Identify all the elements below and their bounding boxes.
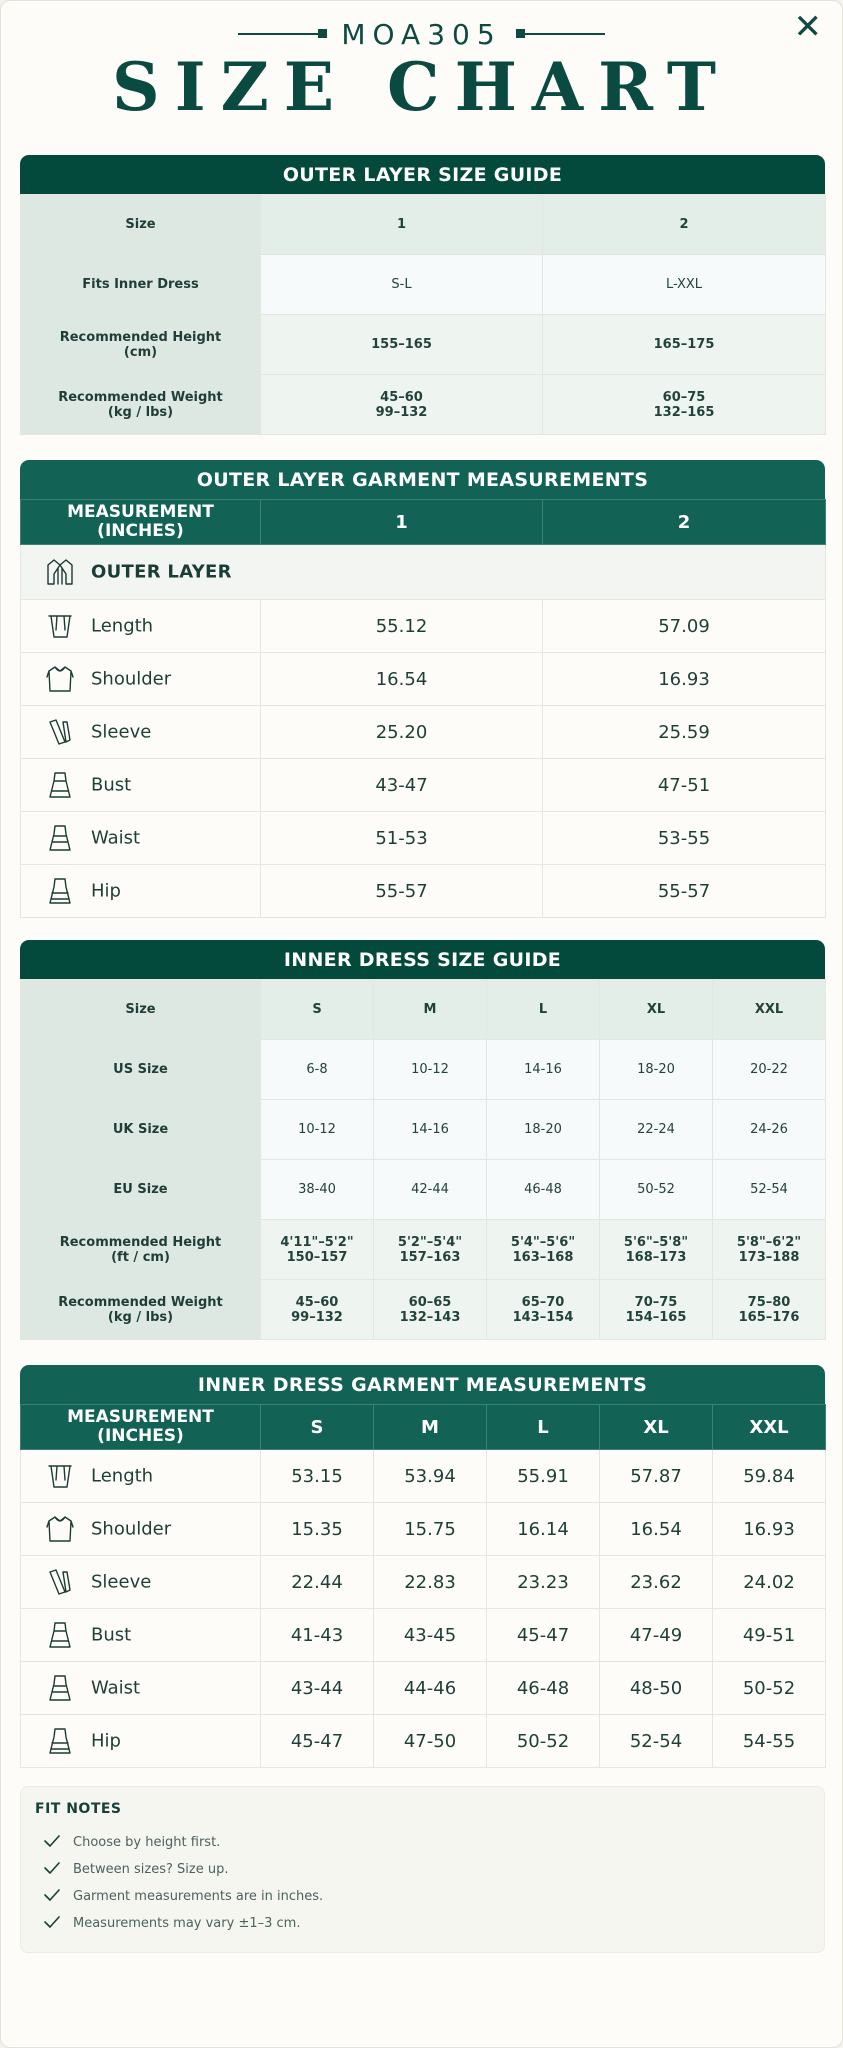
measurement-label: Length	[91, 1465, 154, 1487]
length-icon	[45, 1460, 75, 1492]
fit-note-item	[35, 1856, 810, 1883]
waist-icon	[45, 1672, 75, 1704]
table-row	[21, 706, 826, 759]
measurement-value: 53-55	[543, 812, 826, 865]
measurement-value: 46-48	[487, 1662, 600, 1715]
outer-size-guide	[20, 155, 825, 435]
table-cell: XL	[600, 980, 713, 1040]
column-header-size: S	[261, 1405, 374, 1450]
table-cell: 65–70 143–154	[487, 1280, 600, 1340]
check-icon	[35, 1889, 73, 1905]
shoulder-icon	[45, 663, 75, 695]
table-row	[21, 1160, 826, 1220]
table-cell: 14-16	[487, 1040, 600, 1100]
row-label: Recommended Height (ft / cm)	[21, 1220, 261, 1280]
measurement-name	[21, 653, 261, 706]
table-cell: 75–80 165–176	[713, 1280, 826, 1340]
measurement-name	[21, 1503, 261, 1556]
column-header-size: XL	[600, 1405, 713, 1450]
measurement-value: 55.91	[487, 1450, 600, 1503]
measurement-name	[21, 600, 261, 653]
measurement-name	[21, 1715, 261, 1768]
fit-notes	[20, 1786, 825, 1953]
table-cell: 20-22	[713, 1040, 826, 1100]
table-cell: 60–65 132–143	[374, 1280, 487, 1340]
measurement-name	[21, 865, 261, 918]
row-label: US Size	[21, 1040, 261, 1100]
table-cell: 22-24	[600, 1100, 713, 1160]
measurement-value: 54-55	[713, 1715, 826, 1768]
hip-icon	[45, 875, 75, 907]
measurement-value: 15.75	[374, 1503, 487, 1556]
table-row	[21, 1280, 826, 1340]
row-label: EU Size	[21, 1160, 261, 1220]
jacket-icon	[45, 556, 75, 588]
measurement-value: 52-54	[600, 1715, 713, 1768]
table-row	[21, 600, 826, 653]
table-row	[21, 375, 826, 435]
measurement-value: 49-51	[713, 1609, 826, 1662]
table-cell: 18-20	[600, 1040, 713, 1100]
length-icon	[45, 610, 75, 642]
row-label: Recommended Weight (kg / lbs)	[21, 375, 261, 435]
measurement-value: 57.09	[543, 600, 826, 653]
inner-size-guide-table	[20, 979, 826, 1340]
column-header-size: M	[374, 1405, 487, 1450]
measurement-value: 47-49	[600, 1609, 713, 1662]
measurement-label: Sleeve	[91, 721, 152, 743]
table-cell: XXL	[713, 980, 826, 1040]
subheader-row	[21, 545, 826, 600]
table-row	[21, 812, 826, 865]
table-row	[21, 255, 826, 315]
measurement-name	[21, 706, 261, 759]
table-cell: 4'11"–5'2" 150–157	[261, 1220, 374, 1280]
measurement-value: 41-43	[261, 1609, 374, 1662]
measurement-value: 16.93	[543, 653, 826, 706]
measurement-value: 16.14	[487, 1503, 600, 1556]
measurement-name	[21, 1609, 261, 1662]
row-label: Size	[21, 980, 261, 1040]
check-icon	[35, 1862, 73, 1878]
measurement-value: 50-52	[713, 1662, 826, 1715]
fit-note-text: Measurements may vary ±1–3 cm.	[73, 1916, 301, 1931]
table-cell: 165–175	[543, 315, 826, 375]
measurement-name	[21, 1662, 261, 1715]
table-cell: 5'6"–5'8" 168–173	[600, 1220, 713, 1280]
bust-icon	[45, 769, 75, 801]
table-row	[21, 1040, 826, 1100]
measurement-value: 23.23	[487, 1556, 600, 1609]
measurement-label: Hip	[91, 880, 121, 902]
measurement-name	[21, 1450, 261, 1503]
shoulder-icon	[45, 1513, 75, 1545]
table-cell: 5'8"–6'2" 173–188	[713, 1220, 826, 1280]
measurement-value: 43-44	[261, 1662, 374, 1715]
measurement-value: 25.20	[261, 706, 543, 759]
table-row	[21, 759, 826, 812]
measurement-value: 47-50	[374, 1715, 487, 1768]
row-label: Recommended Weight (kg / lbs)	[21, 1280, 261, 1340]
table-row	[21, 1609, 826, 1662]
section-title: OUTER LAYER SIZE GUIDE	[20, 155, 825, 194]
table-cell: 46-48	[487, 1160, 600, 1220]
hip-icon	[45, 1725, 75, 1757]
table-row	[21, 1662, 826, 1715]
measurement-value: 43-47	[261, 759, 543, 812]
fit-note-text: Garment measurements are in inches.	[73, 1889, 324, 1904]
table-cell: 6-8	[261, 1040, 374, 1100]
measurement-value: 59.84	[713, 1450, 826, 1503]
table-cell: 42-44	[374, 1160, 487, 1220]
measurement-label: Shoulder	[91, 668, 172, 690]
sleeve-icon	[45, 716, 75, 748]
table-row	[21, 1100, 826, 1160]
table-cell: 5'4"–5'6" 163–168	[487, 1220, 600, 1280]
table-cell: 50-52	[600, 1160, 713, 1220]
table-cell: L	[487, 980, 600, 1040]
brand-divider-left	[238, 33, 323, 35]
fit-note-item	[35, 1910, 810, 1937]
row-label: Recommended Height (cm)	[21, 315, 261, 375]
subheader-label: OUTER LAYER	[91, 561, 232, 583]
row-label: Fits Inner Dress	[21, 255, 261, 315]
table-cell: 45–60 99–132	[261, 1280, 374, 1340]
measurement-label: Waist	[91, 827, 141, 849]
section-title: OUTER LAYER GARMENT MEASUREMENTS	[20, 460, 825, 499]
measurement-value: 53.15	[261, 1450, 374, 1503]
measurement-value: 55-57	[261, 865, 543, 918]
measurement-value: 16.54	[600, 1503, 713, 1556]
table-cell: 14-16	[374, 1100, 487, 1160]
measurement-value: 15.35	[261, 1503, 374, 1556]
table-header-row	[21, 500, 826, 545]
table-cell: L-XXL	[543, 255, 826, 315]
table-cell: 52-54	[713, 1160, 826, 1220]
table-cell: 24-26	[713, 1100, 826, 1160]
table-header-row	[21, 1405, 826, 1450]
sleeve-icon	[45, 1566, 75, 1598]
table-row	[21, 980, 826, 1040]
measurement-value: 47-51	[543, 759, 826, 812]
outer-measurements	[20, 460, 825, 918]
table-row	[21, 1220, 826, 1280]
measurement-label: Length	[91, 615, 154, 637]
measurement-value: 25.59	[543, 706, 826, 759]
measurement-value: 23.62	[600, 1556, 713, 1609]
measurement-label: Waist	[91, 1677, 141, 1699]
column-header-size: XXL	[713, 1405, 826, 1450]
fit-notes-title: FIT NOTES	[35, 1801, 122, 1817]
measurement-label: Sleeve	[91, 1571, 152, 1593]
table-cell: S-L	[261, 255, 543, 315]
table-cell: 1	[261, 195, 543, 255]
measurement-value: 16.93	[713, 1503, 826, 1556]
measurement-value: 50-52	[487, 1715, 600, 1768]
outer-size-guide-table	[20, 194, 826, 435]
measurement-value: 16.54	[261, 653, 543, 706]
column-header-size: 1	[261, 500, 543, 545]
section-title: INNER DRESS SIZE GUIDE	[20, 940, 825, 979]
measurement-value: 57.87	[600, 1450, 713, 1503]
table-cell: M	[374, 980, 487, 1040]
table-row	[21, 315, 826, 375]
table-row	[21, 1715, 826, 1768]
measurement-label: Hip	[91, 1730, 121, 1752]
measurement-value: 53.94	[374, 1450, 487, 1503]
fit-note-text: Choose by height first.	[73, 1835, 221, 1850]
table-row	[21, 653, 826, 706]
table-row	[21, 1450, 826, 1503]
measurement-value: 44-46	[374, 1662, 487, 1715]
inner-measurements	[20, 1365, 825, 1768]
measurement-value: 55-57	[543, 865, 826, 918]
table-row	[21, 865, 826, 918]
row-label: Size	[21, 195, 261, 255]
column-header-measurement: MEASUREMENT (INCHES)	[21, 500, 261, 545]
table-cell: 5'2"–5'4" 157–163	[374, 1220, 487, 1280]
outer-measurements-table	[20, 499, 826, 918]
close-button[interactable]: ✕	[793, 7, 822, 47]
fit-note-text: Between sizes? Size up.	[73, 1862, 229, 1877]
measurement-name	[21, 759, 261, 812]
table-row	[21, 1556, 826, 1609]
measurement-value: 22.83	[374, 1556, 487, 1609]
measurement-value: 43-45	[374, 1609, 487, 1662]
measurement-label: Shoulder	[91, 1518, 172, 1540]
table-row	[21, 1503, 826, 1556]
row-label: UK Size	[21, 1100, 261, 1160]
measurement-value: 45-47	[487, 1609, 600, 1662]
check-icon	[35, 1835, 73, 1851]
measurement-value: 55.12	[261, 600, 543, 653]
table-cell: 45–60 99–132	[261, 375, 543, 435]
table-cell: 38-40	[261, 1160, 374, 1220]
fit-notes-list	[35, 1829, 810, 1937]
column-header-size: L	[487, 1405, 600, 1450]
measurement-name	[21, 1556, 261, 1609]
measurement-label: Bust	[91, 1624, 132, 1646]
measurement-value: 48-50	[600, 1662, 713, 1715]
brand-name: MOA305	[341, 17, 502, 51]
inner-measurements-table	[20, 1404, 826, 1768]
table-cell: 10-12	[374, 1040, 487, 1100]
measurement-label: Bust	[91, 774, 132, 796]
column-header-measurement: MEASUREMENT (INCHES)	[21, 1405, 261, 1450]
table-cell: 155–165	[261, 315, 543, 375]
table-cell: 10-12	[261, 1100, 374, 1160]
measurement-value: 45-47	[261, 1715, 374, 1768]
brand-row	[1, 17, 842, 51]
column-header-size: 2	[543, 500, 826, 545]
section-title: INNER DRESS GARMENT MEASUREMENTS	[20, 1365, 825, 1404]
page-title: SIZE CHART	[112, 48, 731, 126]
table-cell: S	[261, 980, 374, 1040]
brand-divider-right	[520, 33, 605, 35]
inner-size-guide	[20, 940, 825, 1340]
check-icon	[35, 1916, 73, 1932]
measurement-value: 51-53	[261, 812, 543, 865]
measurement-value: 24.02	[713, 1556, 826, 1609]
fit-note-item	[35, 1883, 810, 1910]
table-row	[21, 195, 826, 255]
table-cell: 18-20	[487, 1100, 600, 1160]
measurement-value: 22.44	[261, 1556, 374, 1609]
table-cell: 70–75 154–165	[600, 1280, 713, 1340]
fit-note-item	[35, 1829, 810, 1856]
waist-icon	[45, 822, 75, 854]
table-cell: 60–75 132–165	[543, 375, 826, 435]
subheader-cell	[21, 545, 826, 600]
table-cell: 2	[543, 195, 826, 255]
measurement-name	[21, 812, 261, 865]
bust-icon	[45, 1619, 75, 1651]
